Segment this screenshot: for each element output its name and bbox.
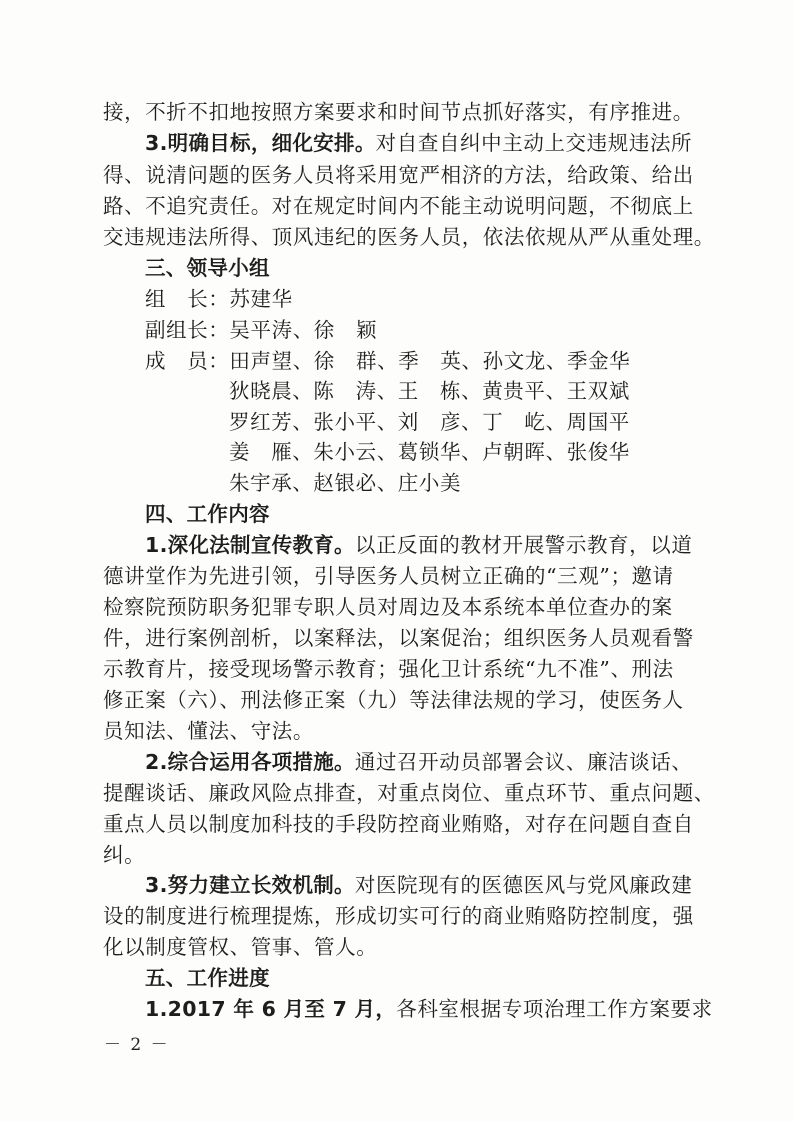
paragraph-lead: 3.努力建立长效机制。 (145, 873, 355, 897)
body-line: 德讲堂作为先进引领，引导医务人员树立正确的“三观”；邀请 (103, 564, 674, 588)
numbered-paragraph: 3.明确目标，细化安排。对自查自纠中主动上交违规违法所 (145, 131, 693, 155)
section-heading: 三、领导小组 (145, 256, 270, 280)
members-line: 狄晓晨、陈 涛、王 栋、黄贵平、王双斌 (229, 379, 630, 403)
body-line: 设的制度进行梳理提炼，形成切实可行的商业贿赂防控制度，强 (103, 904, 694, 928)
paragraph-lead: 1.2017 年 6 月至 7 月， (145, 997, 397, 1021)
section-heading: 五、工作进度 (145, 966, 270, 990)
leader-line: 组 长：苏建华 (145, 287, 293, 311)
members-line: 姜 雁、朱小云、葛锁华、卢朝晖、张俊华 (229, 440, 630, 464)
body-line: 路、不追究责任。对在规定时间内不能主动说明问题，不彻底上 (103, 194, 694, 218)
paragraph-lead: 3.明确目标，细化安排。 (145, 131, 376, 155)
paragraph-lead: 1.深化法制宣传教育。 (145, 533, 355, 557)
body-line: 示教育片，接受现场警示教育；强化卫计系统“九不准”、刑法 (103, 657, 674, 681)
members-line: 朱宇承、赵银必、庄小美 (229, 471, 462, 495)
body-line: 纠。 (103, 843, 146, 867)
deputy-leader-line: 副组长：吴平涛、徐 颖 (145, 318, 378, 342)
body-line: 重点人员以制度加科技的手段防控商业贿赂，对存在问题自查自 (103, 812, 694, 836)
body-line: 件，进行案例剖析，以案释法，以案促治；组织医务人员观看警 (103, 626, 694, 650)
body-line: 接，不折不扣地按照方案要求和时间节点抓好落实，有序推进。 (103, 100, 694, 124)
section-heading: 四、工作内容 (145, 502, 270, 526)
body-line: 检察院预防职务犯罪专职人员对周边及本系统本单位查办的案 (103, 595, 673, 619)
page-number: － 2 － (104, 1035, 170, 1055)
numbered-paragraph: 1.2017 年 6 月至 7 月，各科室根据专项治理工作方案要求 (145, 997, 713, 1021)
body-line: 得、说清问题的医务人员将采用宽严相济的方法，给政策、给出 (103, 163, 694, 187)
body-line: 化以制度管权、管事、管人。 (103, 935, 378, 959)
body-line: 交违规违法所得、顶风违纪的医务人员，依法依规从严从重处理。 (103, 225, 715, 249)
numbered-paragraph: 1.深化法制宣传教育。以正反面的教材开展警示教育，以道 (145, 533, 693, 557)
numbered-paragraph: 3.努力建立长效机制。对医院现有的医德医风与党风廉政建 (145, 873, 693, 897)
body-line: 修正案（六）、刑法修正案（九）等法律法规的学习，使医务人 (103, 688, 684, 712)
numbered-paragraph: 2.综合运用各项措施。通过召开动员部署会议、廉洁谈话、 (145, 750, 693, 774)
members-line: 罗红芳、张小平、刘 彦、丁 屹、周国平 (229, 410, 630, 434)
body-line: 员知法、懂法、守法。 (103, 719, 314, 743)
body-line: 提醒谈话、廉政风险点排查，对重点岗位、重点环节、重点问题、 (103, 781, 715, 805)
paragraph-lead: 2.综合运用各项措施。 (145, 750, 355, 774)
members-line: 成 员：田声望、徐 群、季 英、孙文龙、季金华 (145, 349, 631, 373)
